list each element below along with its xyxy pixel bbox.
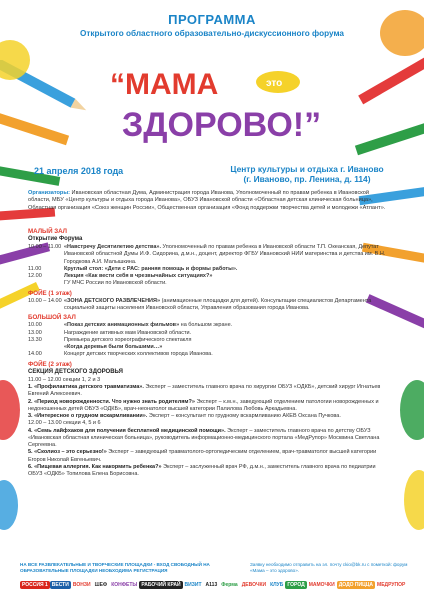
health-section-heading: СЕКЦИЯ ДЕТСКОГО ЗДОРОВЬЯ: [28, 368, 123, 375]
schedule-item: [28, 337, 390, 352]
partner-logo: КЛУБ: [270, 582, 284, 588]
health-time-2: 12.00 – 13.00 секции 4, 5 и 6: [28, 420, 101, 427]
item-text: Награждение активных мам Ивановской области.: [64, 329, 192, 336]
item-title: 4. «Семь лайфхаков для получения бесплатной медицинской помощи».: [28, 427, 226, 434]
partner-logo: РАБОЧИЙ КРАЙ: [141, 582, 181, 588]
paint-splat: [0, 480, 18, 530]
partner-logo: РОССИЯ 1: [22, 582, 48, 588]
health-item: [28, 384, 390, 399]
item-time: 10.00 – 14.00: [28, 297, 62, 304]
logo-line2: ЗДОРОВО!”: [122, 106, 322, 144]
logo-bubble: это: [266, 78, 283, 89]
item-text: на большом экране.: [180, 322, 233, 329]
item-title: Лекция «Как вести себя в чрезвычайных ситуациях?»: [64, 273, 213, 280]
paint-splat: [0, 380, 20, 440]
partner-logo: МАМОЧКИ: [308, 582, 335, 588]
item-title: «Показ детских анимационных фильмов»: [64, 322, 180, 329]
paint-splat: [404, 470, 424, 530]
item-text: Концерт детских творческих коллективов города Иванова.: [64, 351, 213, 358]
program-title: ПРОГРАММА: [168, 12, 256, 27]
health-item: [28, 413, 390, 420]
item-title: Круглый стол: «Дети с РАС: ранняя помощь и формы работы».: [64, 265, 238, 272]
item-time: 14.00: [28, 351, 42, 358]
event-venue: [212, 164, 402, 184]
schedule-item: [28, 266, 390, 273]
item-title: 6. «Пищевая аллергия. Как накормить ребенка?»: [28, 463, 162, 470]
item-text: Эксперт – заместитель главного врача по детству ОБУЗ «Ивановская областная клиническая больница», руководитель информационно-медицинского портала «МедРупор» Москвина Светлана Сергеевна.: [28, 427, 380, 449]
item-title: 3. «Интересное о грудном вскармливании».: [28, 413, 148, 420]
item-text: Уполномоченный по правам ребенка в Ивановской области Т.П. Океанская, Депутат Ивановской областной Думы И.Ф. Сидорина, д.м.н., доцент, директор ФГБУ Ивановский НИИ материнства и детства им. В.Н. Городкова А.И. Малышкина.: [64, 244, 386, 265]
partner-logo: ВОНЗИ: [72, 582, 91, 588]
item-time: 10.00 – 11.00: [28, 244, 62, 251]
health-item: [28, 399, 390, 414]
item-text: (анимационные площадки для детей). Консультации специалистов Департамента социальной защиты населения Ивановской области, Управления образования города Иванова.: [64, 297, 372, 312]
footer-registration-note: Заявку необходимо отправить на эл. почту ckio@bk.ru с пометкой: форум «Мама – это здорово».: [250, 562, 408, 573]
schedule-item: [28, 322, 390, 329]
paint-splat: [400, 380, 424, 440]
item-title: 5. «Сколиоз – это серьезно!»: [28, 449, 107, 456]
forum-logo: [92, 58, 332, 146]
footer-entry-note: НА ВСЕ РАЗВЛЕКАТЕЛЬНЫЕ И ТВОРЧЕСКИЕ ПЛОЩАДКИ - ВХОД СВОБОДНЫЙ НА ОБРАЗОВАТЕЛЬНЫЕ ПЛОЩАДКИ НЕОБХОДИМА РЕГИСТРАЦИЯ: [20, 562, 210, 573]
item-title: «Навстречу Десятилетию детства».: [64, 244, 161, 251]
health-item: [28, 428, 390, 450]
section-big-hall: БОЛЬШОЙ ЗАЛ: [28, 314, 76, 322]
section-foyer-1: ФОЙЕ (1 этаж): [28, 289, 72, 297]
partner-logo: Ферма: [221, 582, 238, 588]
item-title: 1. «Профилактика детского травматизма».: [28, 384, 144, 391]
partner-logo: ГОРОД: [287, 582, 305, 588]
partner-logo: ВЕСТИ: [51, 582, 69, 588]
item-time: 10.00: [28, 322, 42, 329]
partner-logo: ДЕВОЧКИ: [241, 582, 267, 588]
item-text: Эксперт – заведующий травматолого-ортопедическим отделением, врач-травматолог высшей категории Егоров Николай Евгеньевич.: [28, 449, 377, 463]
item-time: 12.00: [28, 273, 42, 280]
organizers-text: Ивановская областная Дума, Администрация города Иванова, Уполномоченный по правам ребенка в Ивановской области, МБУ «Центр культуры и отдыха города Иванова», ОБУЗ Ивановской области «Областная детская клиническая больница», Областная организация «Союз женщин России», Общественная организация «Фонд поддержки творчества детей и молодежи «Атлант».: [28, 190, 386, 211]
schedule-item: [28, 298, 390, 313]
schedule-item: [28, 330, 390, 337]
item-title: «Когда деревья были большими…»: [64, 344, 163, 351]
partner-logo: А113: [205, 582, 218, 588]
schedule-item: [28, 244, 390, 266]
health-item: [28, 464, 390, 479]
organizers-label: Организаторы:: [28, 190, 70, 196]
program-schedule: [28, 226, 390, 478]
venue-name: Центр культуры и отдыха г. Иваново: [230, 164, 384, 174]
item-title: 2. «Период новорожденности. Что нужно знать родителям?»: [28, 398, 195, 405]
section-small-hall: МАЛЫЙ ЗАЛ: [28, 228, 68, 235]
item-text: Эксперт – к.м.н., заведующий отделением патологии новорожденных и недоношенных детей ОБУЗ «ОДКБ», врач-неонатолог высшей категории Палилова Любовь Аркадьевна.: [28, 398, 379, 412]
partner-logo: МЕДРУПОР: [377, 582, 406, 588]
forum-subtitle: Открытого областного образовательно-дискуссионного форума: [80, 29, 344, 38]
partner-logos: [20, 578, 406, 592]
item-text: Эксперт – заместитель главного врача по хирургии ОБУЗ «ОДКБ», детский хирург Игнатьев Евгений Алексеевич.: [28, 384, 381, 398]
item-time: 13.30: [28, 336, 42, 343]
organizers: [28, 190, 390, 212]
partner-logo: ШЕФ: [94, 582, 108, 588]
partner-logo: ВИЗИТ: [184, 582, 202, 588]
health-item: [28, 449, 390, 464]
item-text: ГУ МЧС России по Ивановской области.: [64, 280, 167, 287]
schedule-item: [28, 351, 390, 358]
health-time-1: 11.00 – 12.00 секции 1, 2 и 3: [28, 376, 101, 383]
item-text: Эксперт – заслуженный врач РФ, д.м.н., заместитель главного врача по педиатрии ОБУЗ «ОДКБ» Топилова Елена Борисовна.: [28, 463, 376, 478]
logo-line1: “МАМА: [110, 68, 219, 101]
partner-logo: КОНФЕТЫ: [111, 582, 138, 588]
schedule-item: [28, 273, 390, 288]
venue-address: (г. Иваново, пр. Ленина, д. 114): [243, 174, 371, 185]
item-text: Премьера детского хореографического спектакля: [64, 336, 192, 343]
item-title: «ЗОНА ДЕТСКОГО РАЗВЛЕЧЕНИЯ»: [64, 297, 161, 304]
opening-heading: Открытие Форума: [28, 236, 83, 243]
partner-logo: ДОДО ПИЦЦА: [338, 582, 374, 588]
section-foyer-2: ФОЙЕ (2 этаж): [28, 360, 72, 368]
event-date: 21 апреля 2018 года: [34, 166, 124, 176]
item-time: 13.00: [28, 329, 42, 336]
item-time: 11.00: [28, 265, 42, 272]
item-text: Эксперт – консультант по грудному вскармливанию АКЕВ Оксана Пучкова.: [148, 413, 341, 420]
